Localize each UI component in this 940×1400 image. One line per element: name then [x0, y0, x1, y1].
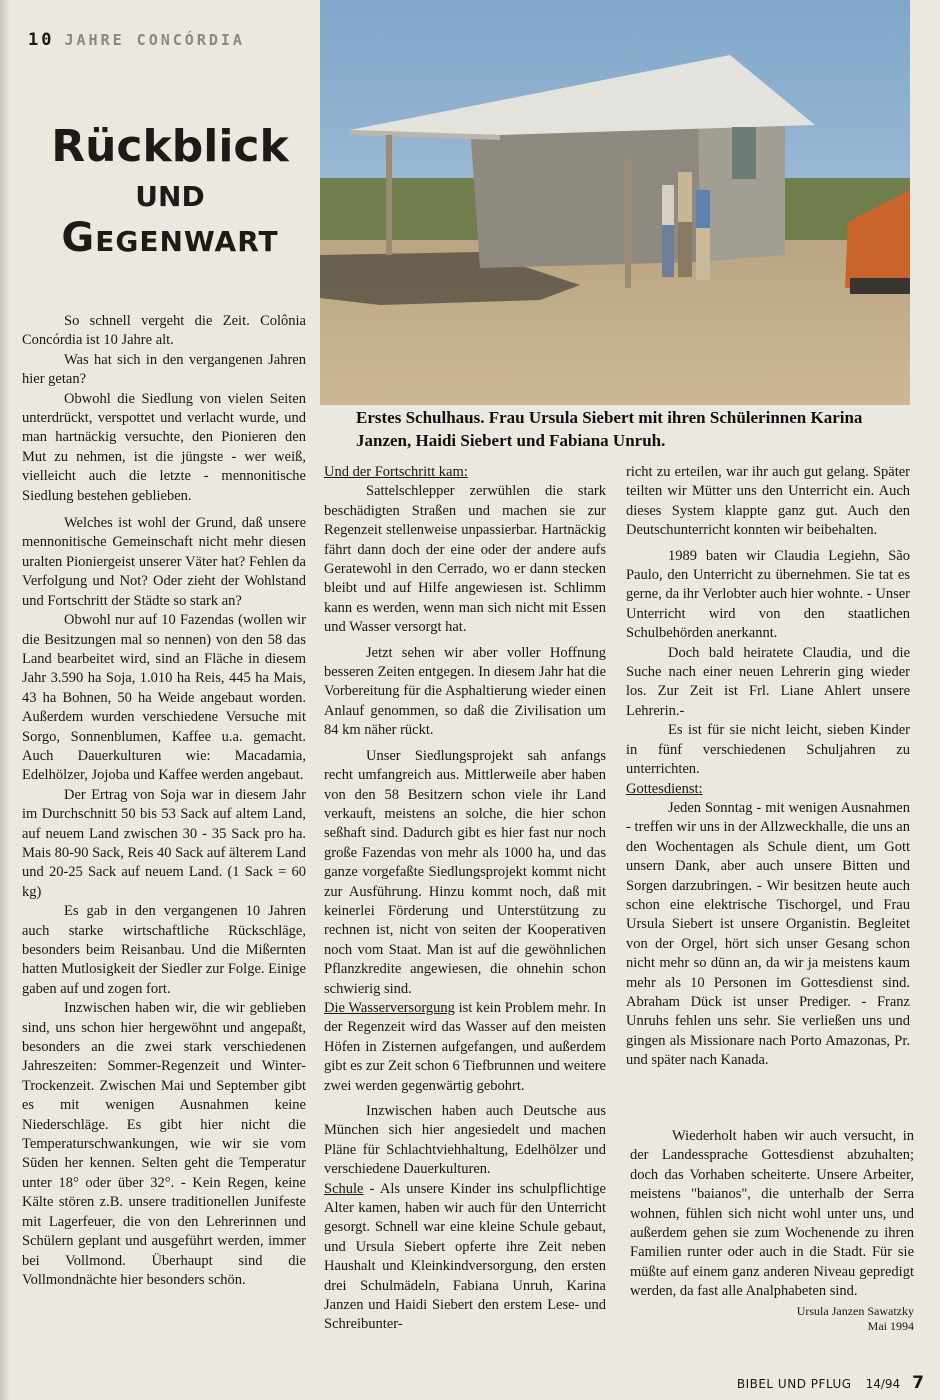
column-2	[324, 463, 606, 1335]
col1-paragraph: Welches ist wohl der Grund, daß unsere mennonitische Gemeinschaft nicht mehr diesen uralten Pioniergeist unserer Väter hat? Fehlen da Verfolgung und Not? Oder zieht der Wohlstand und Fortschritt der Städte so stark an?	[22, 515, 306, 609]
col1-paragraph: So schnell vergeht die Zeit. Colônia Concórdia ist 10 Jahre alt.	[22, 313, 306, 349]
article-title	[30, 122, 310, 261]
col1-paragraph: Obwohl nur auf 10 Fazendas (wollen wir die Besitzungen mal so nennen) von den 58 das Land bearbeitet wird, sind an Fläche in diesem Jahr 3.590 ha Soja, 1.010 ha Reis, 445 ha Mais, 43 ha Bohnen, 50 ha Weide angebaut worden. Außerdem wurden verschiedene Versuche mit Sorgo, Sonnenblumen, Kaffee u.a. gemacht. Auch Dauerkulturen wie: Macadamia, Edelhölzer, Jojoba und Kaffee werden angebaut.	[22, 612, 306, 784]
schoolhouse-photo	[320, 0, 910, 405]
col2-paragraph-water	[324, 999, 606, 1096]
col3-paragraph: 1989 baten wir Claudia Legiehn, São Paulo, den Unterricht zu übernehmen. Sie tat es gerne, da ihr Verlobter auch hier wohnte. - Unser Unterricht wird von den staatlichen Schulbehörden anerkannt.	[626, 547, 910, 642]
page-edge-shadow	[0, 0, 10, 1400]
col2-subheading: Und der Fortschritt kam:	[324, 464, 468, 480]
running-header	[28, 30, 245, 50]
header-text: JAHRE CONCÓRDIA	[64, 31, 245, 49]
col2-paragraph-school	[324, 1180, 606, 1335]
col3-paragraph: richt zu erteilen, war ihr auch gut gelang. Später teilten wir Mütter uns den Unterricht ein. Auch dieses System klappte ganz gut. Auch den Deutschunterricht konnten wir beibehalten.	[626, 464, 910, 539]
col1-paragraph: Der Ertrag von Soja war in diesem Jahr im Durchschnitt 50 bis 53 Sack auf altem Land, auf neuem Land zwischen 30 - 35 Sack pro ha. Mais 80-90 Sack, Reis 40 Sack auf älterem Land und 20-25 Sack auf neuem Land. (1 Sack = 60 kg)	[22, 786, 306, 900]
photo-caption: Erstes Schulhaus. Frau Ursula Siebert mit ihren Schülerinnen Karina Janzen, Haidi Siebert und Fabiana Unruh.	[356, 408, 863, 450]
title-line-1: Rückblick	[51, 121, 289, 172]
col3-paragraph: Wiederholt haben wir auch versucht, in der Landessprache Gottesdienst abzuhalten; doch das Vorhaben scheiterte. Unsere Arbeiter, meistens "baianos", die unterhalb der Serra wohnen, fühlen sich nicht wohl unter uns, und außerdem gehen sie zum Wochenende zu ihren Familien runter oder auch in die Stadt. Für sie müßte auf einem ganz anderen Niveau gepredigt werden, da fast alle Analphabeten sind.	[630, 1128, 914, 1300]
column-3-lower	[630, 1127, 914, 1334]
water-text: ist kein Problem mehr. In der Regenzeit wird das Wasser auf den meisten Höfen in Zisternen aufgefangen, und außerdem gibt es zur Zeit schon 6 Tiefbrunnen und weitere zwei werden gegenwärtig gebohrt.	[324, 999, 606, 1094]
title-line-3: Gegenwart	[61, 215, 279, 262]
col3-subheading: Gottesdienst:	[626, 780, 703, 797]
header-number: 10	[28, 30, 55, 50]
title-line-2: und	[135, 170, 205, 217]
col1-paragraph: Inzwischen haben wir, die wir geblieben sind, uns schon hier hergewöhnt und angepaßt, besonders an die zwei stark verschiedenen Jahreszeiten: Sommer-Regenzeit und Winter-Trockenzeit. Zwischen Mai und September gibt es mit wenigen Ausnahmen keine Niederschläge. Es gibt hier nicht die Temperaturschwankungen, wie wir sie vom Süden her kennen. Selten geht die Temperatur unter 18° oder über 32°. - Kein Regen, keine Kälte stören z.B. unsere traditionellen Junifeste mit Lagerfeuer, die von den Lehrerinnen und Schülern geplant und ausgeführt werden, immer bei Vollmond. Überhaupt sind die Vollmondnächte hier besonders schön.	[22, 1000, 306, 1288]
column-3	[626, 463, 910, 1071]
col1-paragraph: Es gab in den vergangenen 10 Jahren auch starke wirtschaftliche Rückschläge, besonders beim Reisanbau. Und die Mißernten hatten Mutlosigkeit der Siedler zur Folge. Einige gaben auf und zogen fort.	[22, 903, 306, 997]
signature-name: Ursula Janzen Sawatzky	[796, 1303, 914, 1318]
col1-paragraph: Obwohl die Siedlung von vielen Seiten unterdrückt, verspottet und verlacht wurde, und man hartnäckig versuchte, den Pionieren den Mut zu nehmen, ist die jüngste - wer weiß, vielleicht auch die letzte - mennonitische Siedlung bestehen geblieben.	[22, 390, 306, 504]
school-text: - Als unsere Kinder ins schulpflichtige Alter kamen, haben wir auch für den Unterricht gesorgt. Schnell war eine kleine Schule gebaut, und Ursula Siebert opferte ihre Zeit neben Haushalt und Kleinkindversorgung, den ersten drei Schulmädeln, Fabiana Unruh, Karina Janzen und Haidi Siebert den erstem Lese- und Schreibunter-	[324, 1180, 606, 1333]
page-footer	[737, 1373, 924, 1393]
col2-paragraph: Jetzt sehen wir aber voller Hoffnung besseren Zeiten entgegen. In diesem Jahr hat die Vorbereitung für die Asphaltierung wieder einen Anlauf genommen, so daß die Zivilisation um 84 km näher rückt.	[324, 644, 606, 739]
col2-paragraph: Unser Siedlungsprojekt sah anfangs recht umfangreich aus. Mittlerweile aber haben von den 58 Besitzern schon viele ihr Land verkauft, meistens an solche, die hier schon seßhaft sind. Dadurch gibt es hier fast nur noch große Fazendas von mehr als 1000 ha, und das ganze vorgefaßte Siedlungsprojekt kommt nicht zur Ausführung. Hinzu kommt noch, daß mit keinerlei Förderung und Unterstützung zu rechnen ist, nicht von seiten der Kooperativen noch vom Staat. Man ist auf die gewöhnlichen Pflanzkredite angewiesen, die ohnehin schon schwierig sind.	[324, 747, 606, 997]
column-1	[22, 312, 306, 1290]
water-label: Die Wasserversorgung	[324, 999, 455, 1016]
col2-paragraph: Sattelschlepper zerwühlen die stark beschädigten Straßen und machen sie zur Regenzeit stellenweise unpassierbar. Hartnäckig fährt dann doch der eine oder der andere aufs Geratewohl in den Cerrado, wo er dann stecken bleibt und auf Hilfe angewiesen ist. Schlimm kann es werden, wenn man sich nicht mit Essen und Wasser versorgt hat.	[324, 483, 606, 636]
issue-number: 14/94	[865, 1377, 901, 1391]
magazine-name: BIBEL UND PFLUG	[736, 1377, 852, 1391]
col3-paragraph: Jeden Sonntag - mit wenigen Ausnahmen - treffen wir uns in der Allzweckhalle, die uns an den Wochentagen als Schule dient, um Gott unsern Dank, aber auch unsere Bitten und Sorgen darzubringen. - Wir besitzen heute auch schon eine elektrische Tischorgel, und Frau Ursula Siebert ist unsere Organistin. Begleitet von der Orgel, hört sich unser Gesang schon nicht mehr so dünn an, da wir ja meistens kaum mehr als 10 Personen im Gottesdienst sind. Abraham Dück ist unser Prediger. - Franz Unruhs fehlen uns sehr. Sie verließen uns und gingen als Missionare nach Porto Amazonas, Pr. und später nach Kanada.	[626, 799, 910, 1069]
col2-paragraph: Inzwischen haben auch Deutsche aus München sich hier angesiedelt und machen Pläne für Schlachtviehhaltung, Edelhölzer und verschiedene Dauerkulturen.	[324, 1103, 606, 1178]
page-number: 7	[912, 1373, 924, 1393]
col3-paragraph: Es ist für sie nicht leicht, sieben Kinder in fünf verschiedenen Schuljahren zu unterrichten.	[626, 722, 910, 778]
school-label: Schule	[324, 1180, 364, 1197]
col3-paragraph: Doch bald heiratete Claudia, und die Suche nach einer neuen Lehrerin ging wieder los. Zur Zeit ist Frl. Liane Ahlert unsere Lehrerin.-	[626, 644, 910, 719]
signature	[630, 1304, 914, 1334]
col1-paragraph: Was hat sich in den vergangenen Jahren hier getan?	[22, 351, 306, 388]
signature-date: Mai 1994	[867, 1318, 914, 1333]
